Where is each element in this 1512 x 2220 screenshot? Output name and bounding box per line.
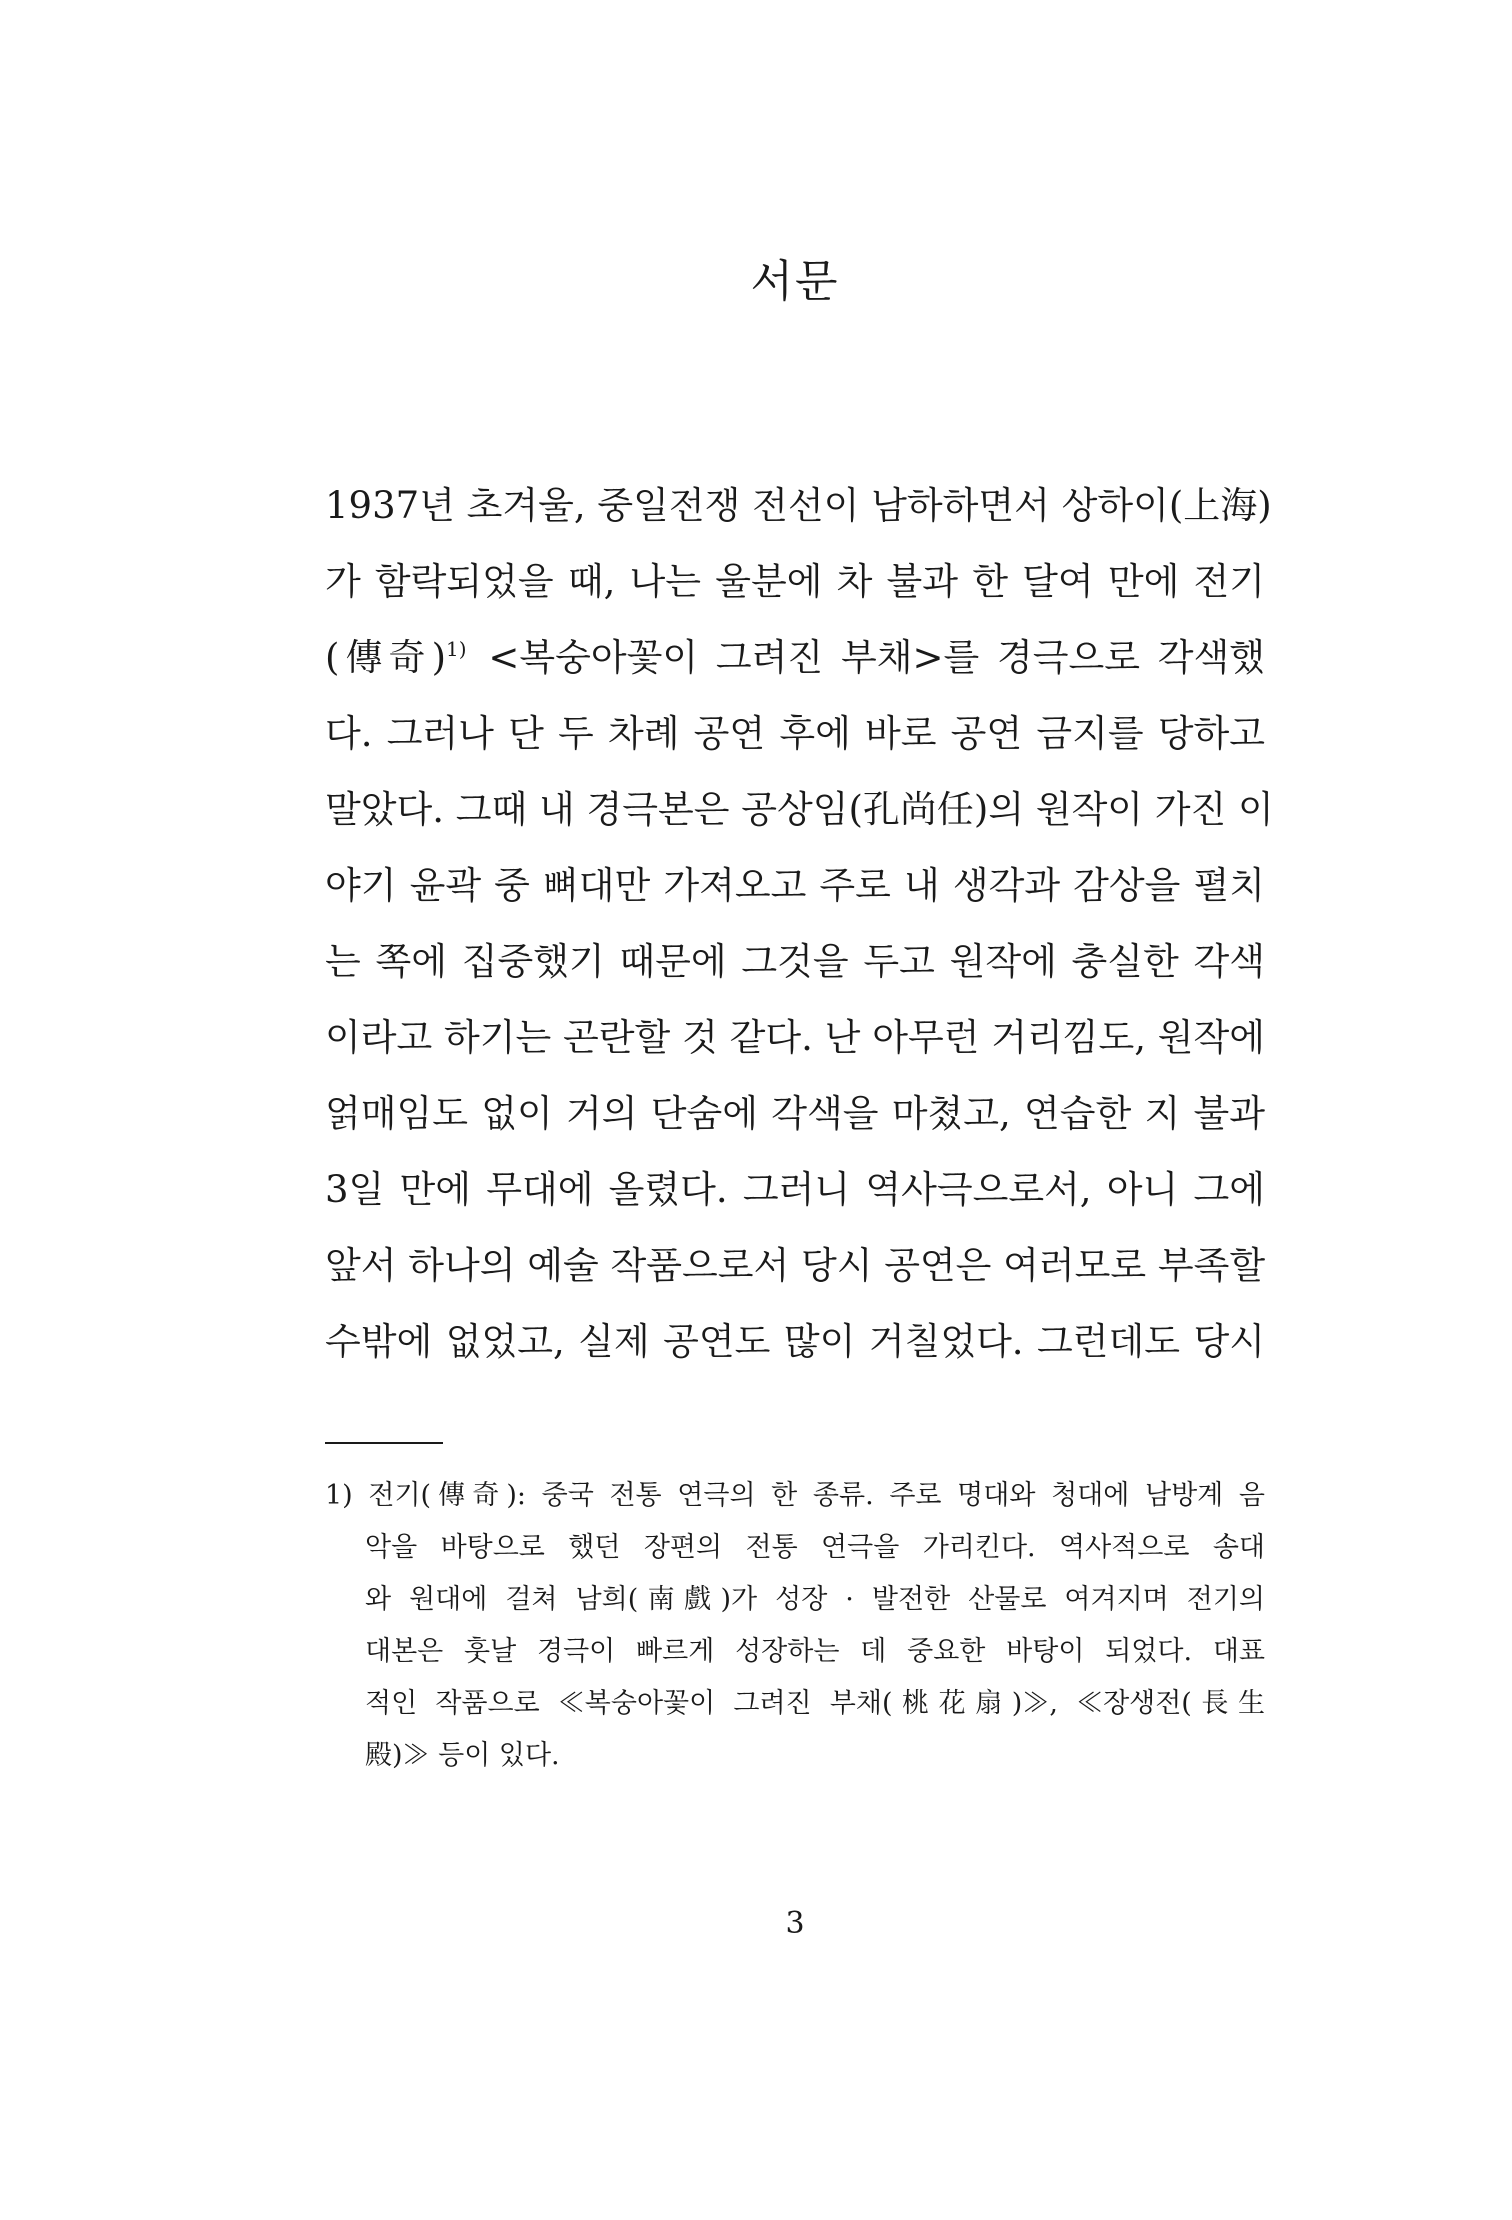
body-line: 얽매임도 없이 거의 단숨에 각색을 마쳤고, 연습한 지 불과 [325, 1092, 1265, 1135]
body-line: 앞서 하나의 예술 작품으로서 당시 공연은 여러모로 부족할 [325, 1244, 1266, 1287]
page-title: 서문 [750, 256, 840, 307]
body-line: 말았다. 그때 내 경극본은 공상임(孔尚任)의 원작이 가진 이 [325, 788, 1274, 831]
body-line: 가 함락되었을 때, 나는 울분에 차 불과 한 달여 만에 전기 [325, 560, 1265, 603]
footnote-line: 殿)≫ 등이 있다. [365, 1740, 560, 1771]
footnote [325, 1470, 1265, 1782]
footnote-divider [325, 1442, 443, 1444]
footnote-line: 적인 작품으로 ≪복숭아꽃이 그려진 부채(桃花扇)≫, ≪장생전(長生 [365, 1688, 1265, 1719]
footnote-reference: 1) [446, 637, 467, 661]
footnote-line: 1) 전기(傳奇): 중국 전통 연극의 한 종류. 주로 명대와 청대에 남방계 음 [325, 1480, 1265, 1511]
body-paragraph [325, 468, 1274, 1380]
body-line: 다. 그러나 단 두 차례 공연 후에 바로 공연 금지를 당하고 [325, 712, 1265, 755]
body-line: 1937년 초겨울, 중일전쟁 전선이 남하하면서 상하이(上海) [325, 484, 1272, 527]
footnote-line: 대본은 훗날 경극이 빠르게 성장하는 데 중요한 바탕이 되었다. 대표 [365, 1636, 1265, 1667]
body-line: 이라고 하기는 곤란할 것 같다. 난 아무런 거리낌도, 원작에 [325, 1016, 1265, 1059]
body-line [325, 620, 1265, 696]
body-line: 수밖에 없었고, 실제 공연도 많이 거칠었다. 그런데도 당시 [325, 1320, 1265, 1363]
body-line-rest: <복숭아꽃이 그려진 부채>를 경극으로 각색했 [488, 636, 1266, 679]
body-line-start: (傳奇) [325, 636, 447, 679]
footnote-line: 악을 바탕으로 했던 장편의 전통 연극을 가리킨다. 역사적으로 송대 [365, 1532, 1265, 1563]
body-line: 3일 만에 무대에 올렸다. 그러니 역사극으로서, 아니 그에 [325, 1168, 1265, 1211]
footnote-line: 와 원대에 걸쳐 남희(南戲)가 성장 · 발전한 산물로 여겨지며 전기의 [365, 1584, 1265, 1615]
body-line: 야기 윤곽 중 뼈대만 가져오고 주로 내 생각과 감상을 펼치 [325, 864, 1265, 907]
body-line: 는 쪽에 집중했기 때문에 그것을 두고 원작에 충실한 각색 [325, 940, 1265, 983]
page-number: 3 [785, 1906, 805, 1941]
